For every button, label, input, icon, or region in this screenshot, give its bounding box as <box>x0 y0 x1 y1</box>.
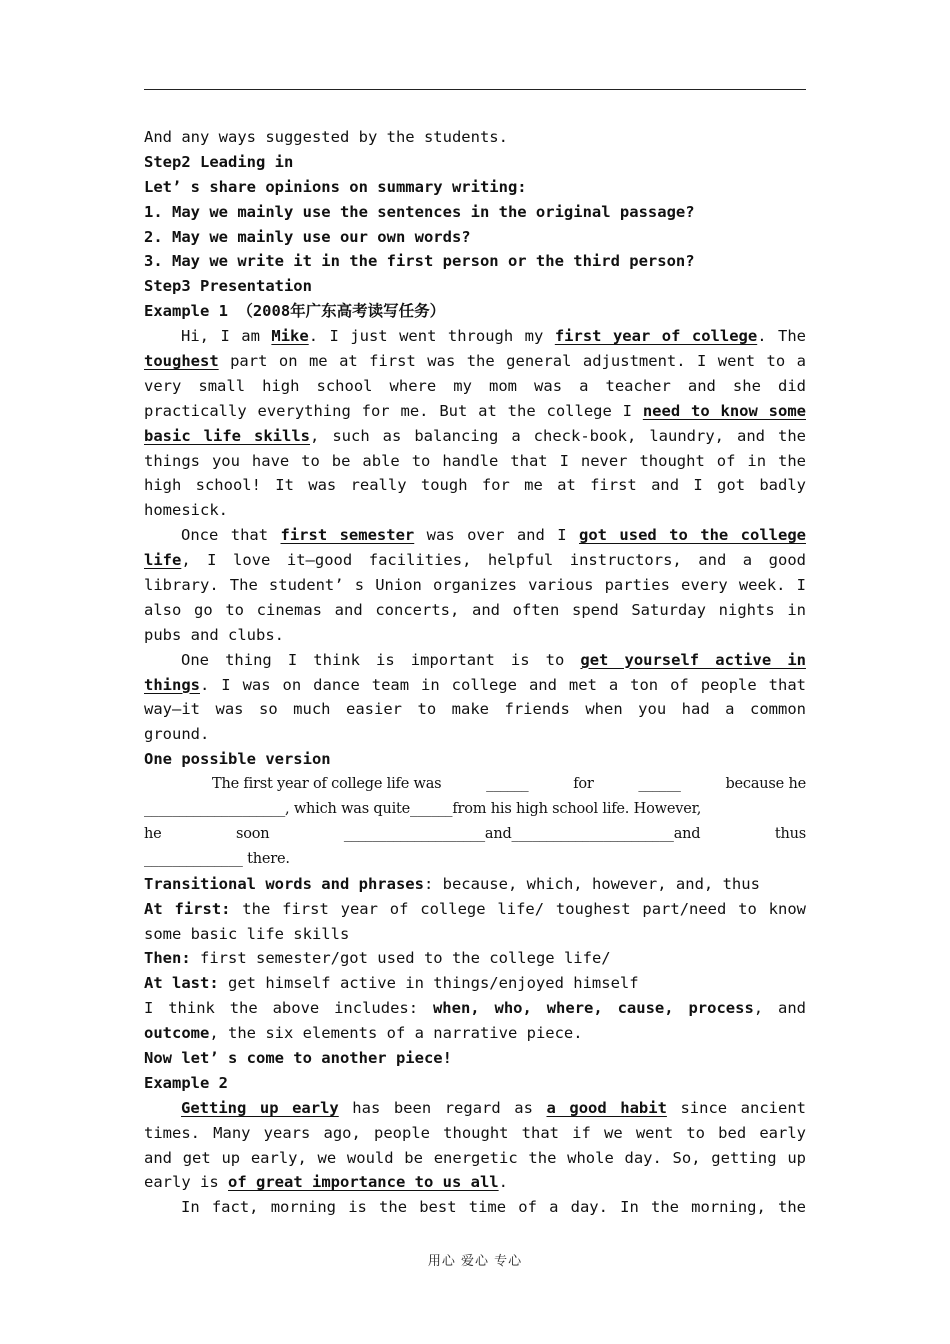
question-2: 2. May we mainly use our own words? <box>144 227 471 246</box>
underlined-first-semester: first semester <box>280 526 415 545</box>
intro-line: And any ways suggested by the students. <box>144 128 508 146</box>
underlined-good-habit: a good habit <box>546 1098 667 1117</box>
underlined-importance: of great importance to us all <box>228 1173 499 1192</box>
example2-paragraph-1: Getting up early has been regard as a good habit since ancient times. Many years ago, people thought that if we went to bed early and get up early, we would be energetic the whole day. So, getting up early is of great importance to us all. <box>144 1098 806 1192</box>
possible-version-title: One possible version <box>144 750 331 769</box>
underlined-life: life <box>144 551 182 570</box>
at-last-label: At last: <box>144 974 219 993</box>
example1-paragraph-1: Hi, I am Mike. I just went through my first year of college. The toughest part on me at first was the general adjustment. I went to a very small high school where my mom was a teacher and she did practically everything for me. But at the college I need to know some basic life skills, such as balancing a check-book, laundry, and the things you have to be able to handle that I never thought of in the high school! It was really tough for me at first and I got badly homesick. <box>144 327 806 520</box>
another-piece: Now let’ s come to another piece! <box>144 1048 452 1067</box>
blank-1: ______ <box>486 776 529 793</box>
step3-heading: Step3 Presentation <box>144 277 312 296</box>
six-elements-note: I think the above includes: when, who, where, cause, process, and outcome, the six elements of a narrative piece. <box>144 999 806 1043</box>
underlined-things: things <box>144 675 200 694</box>
blank-4: ____________________and_______________________and <box>343 825 701 842</box>
example1-title: Example 1 （2008年广东高考读写任务） <box>144 302 446 321</box>
underlined-getting-up-early: Getting up early <box>181 1098 339 1117</box>
at-first-label: At first: <box>144 899 231 918</box>
then-label: Then: <box>144 949 191 968</box>
example1-paragraph-2: Once that first semester was over and I got used to the college life, I love it—good facilities, helpful instructors, and a good library. The student’ s Union organizes various parties every week. I also go to cinemas and concerts, and often spend Saturday nights in pubs and clubs. <box>144 526 806 644</box>
question-3: 3. May we write it in the first person or the third person? <box>144 252 695 271</box>
step2-heading: Step2 Leading in <box>144 152 294 171</box>
blank-3: ____________________ <box>144 801 286 818</box>
underlined-need-to-know: need to know some <box>642 401 806 420</box>
blank-2: ______ <box>638 776 681 793</box>
example2-paragraph-2: In fact, morning is the best time of a day. In the morning, the <box>181 1198 806 1217</box>
underlined-get-active: get yourself active in <box>580 650 806 669</box>
header-rule <box>144 89 806 90</box>
underlined-mike: Mike <box>271 327 309 346</box>
example2-title: Example 2 <box>144 1073 228 1092</box>
underlined-first-year: first year of college <box>554 327 758 346</box>
opinions-title: Let’ s share opinions on summary writing: <box>144 177 527 196</box>
underlined-got-used: got used to the college <box>579 526 806 545</box>
blank-5: ______________ <box>144 850 243 867</box>
transitional-label: Transitional words and phrases <box>144 874 424 893</box>
underlined-life-skills: basic life skills <box>144 426 310 445</box>
underlined-toughest: toughest <box>144 352 219 371</box>
example1-paragraph-3: One thing I think is important is to get yourself active in things. I was on dance team in college and met a ton of people that way—it was so much easier to make friends when you had a common ground. <box>144 650 806 744</box>
at-first-block: At first: the first year of college life/ toughest part/need to know some basic life skills <box>144 899 806 943</box>
possible-version-fill-in: The first year of college life was ______ for ______ because he ____________________, which was quite______from his high school life. However, he soon ____________________and_______________________and thus ______________ there. <box>144 772 806 872</box>
page-footer: 用心 爱心 专心 <box>427 1254 523 1269</box>
document-body: And any ways suggested by the students. Step2 Leading in Let’ s share opinions on summary writing: 1. May we mainly use the sentences in the original passage? 2. May we mainly use our own words? 3. May we write it in the first person or the third person? Step3 Presentation Example 1 （2008年广东高考读写任务） Hi, I am Mike. I just went through my first year of college. The toughest part on me at first was the general adjustment. I went to a very small high school where my mom was a teacher and she did practically everything for me. But at the college I need to know some basic life skills, such as balancing a check-book, laundry, and the things you have to be able to handle that I never thought of in the high school! It was really tough for me at first and I got badly homesick. Once that first semester was over and I got used to the college life, I love it—good facilities, helpful instructors, and a good library. The student’ s Union organizes various parties every week. I also go to cinemas and concerts, and often spend Saturday nights in pubs and clubs. One thing I think is important is to get yourself active in things. I was on dance team in college and met a ton of people that way—it was so much easier to make friends when you had a common ground. One possible version The first year of college life was ______ for ______ because he ____________________, which was quite______from his high school life. However, he soon ____________________and_______________________and thus ______________ there. Transitional words and phrases: because, which, however, and, thus At first: the first year of college life/ toughest part/need to know some basic life skills Then: first semester/got used to the college life/ At last: get himself active in things/enjoyed himself I think the above includes: when, who, where, cause, process, and outcome, the six elements of a narrative piece. Now let’ s come to another piece! Example 2 Getting up early has been regard as a good habit since ancient times. Many years ago, people thought that if we went to bed early and get up early, we would be energetic the whole day. So, getting up early is of great importance to us all. In fact, morning is the best time of a day. In the morning, the <box>144 125 806 1220</box>
question-1: 1. May we mainly use the sentences in the original passage? <box>144 202 695 221</box>
